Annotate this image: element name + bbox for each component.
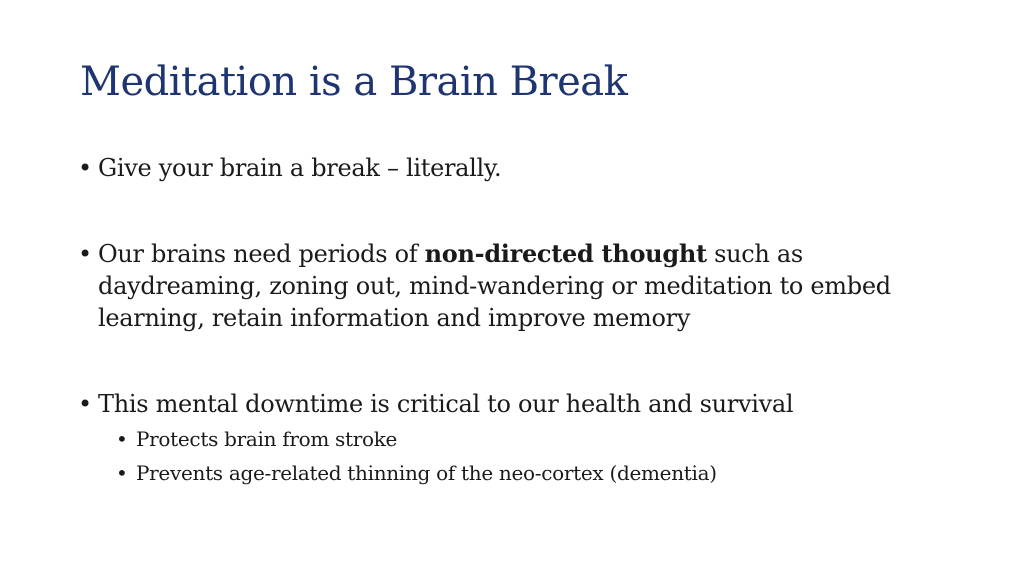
bullet-text-post: such as daydreaming, zoning out, mind-wandering or meditation to embed learning, retain information and improve memory [98, 240, 891, 332]
bullet-text-emphasis: non-directed thought [424, 239, 707, 268]
sub-bullet-text: Protects brain from stroke [136, 427, 398, 451]
sub-bullet-stroke [76, 422, 956, 456]
sub-bullet-list [76, 422, 956, 490]
bullet-give-brain-break [76, 152, 956, 184]
bullet-text-pre: Our brains need periods of [98, 240, 425, 268]
bullet-text: This mental downtime is critical to our health and survival [98, 390, 794, 418]
sub-bullet-text: Prevents age-related thinning of the neo-cortex (dementia) [136, 461, 717, 485]
bullet-non-directed-thought [76, 238, 956, 334]
bullet-list [76, 152, 956, 490]
slide-title: Meditation is a Brain Break [80, 59, 628, 105]
bullet-text: Give your brain a break – literally. [98, 154, 502, 182]
sub-bullet-dementia [76, 456, 956, 490]
bullet-mental-downtime [76, 388, 956, 420]
